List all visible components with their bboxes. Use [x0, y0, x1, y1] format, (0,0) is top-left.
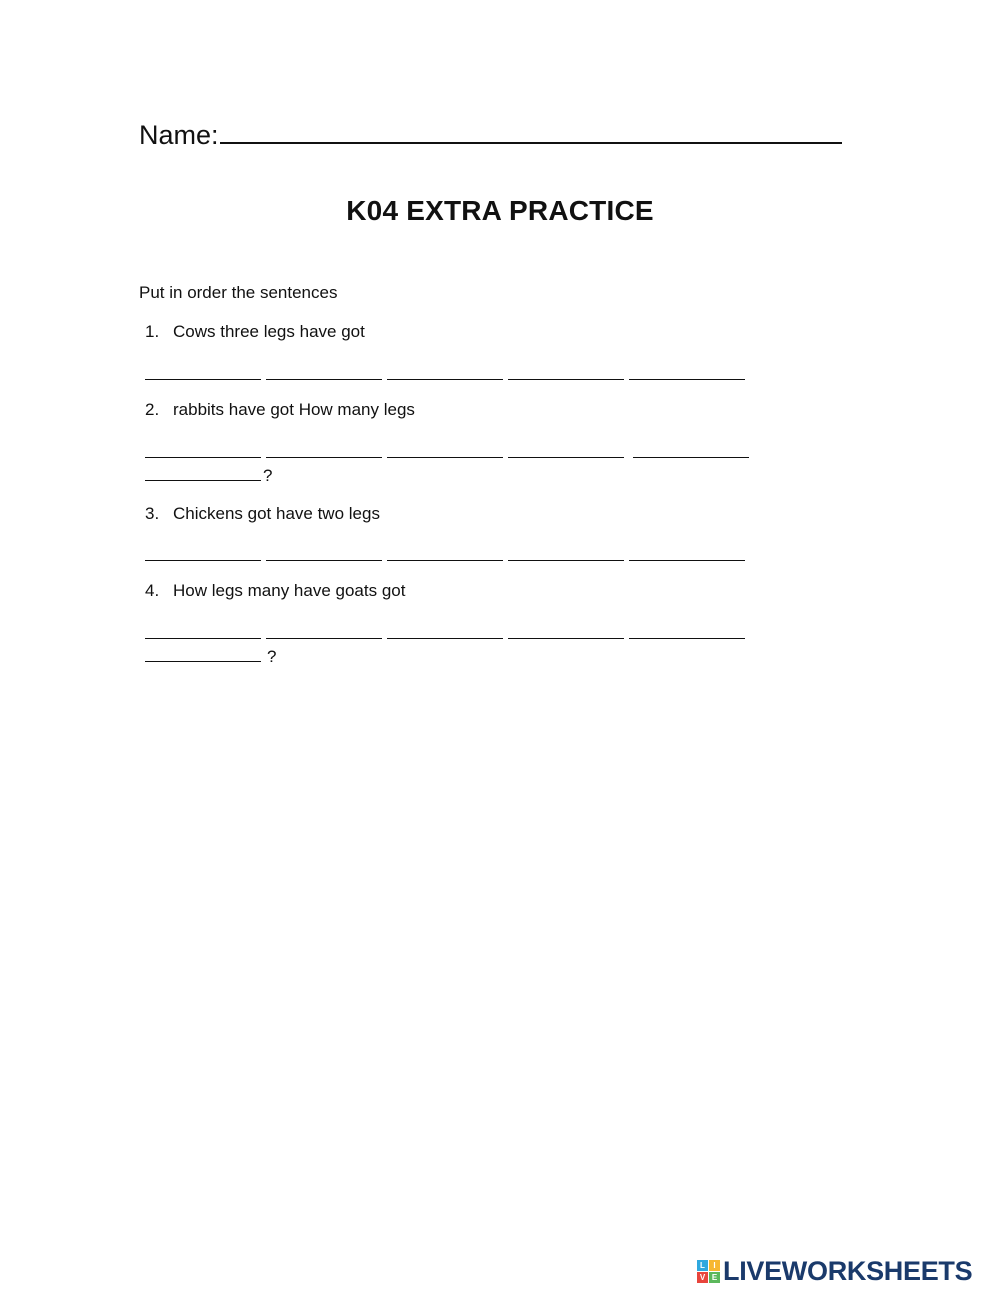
- answer-blank[interactable]: [387, 362, 503, 380]
- question-3: [145, 503, 380, 525]
- answer-line-4: [145, 621, 750, 645]
- question-number: 2.: [145, 400, 160, 419]
- answer-blank[interactable]: [633, 440, 749, 458]
- page-title: K04 EXTRA PRACTICE: [346, 195, 654, 226]
- answer-blank[interactable]: [629, 543, 745, 561]
- answer-blank[interactable]: [266, 362, 382, 380]
- question-1: [145, 321, 365, 343]
- logo-squares-icon: L I V E: [697, 1260, 720, 1283]
- question-text: Cows three legs have got: [173, 322, 365, 341]
- answer-line-2: [145, 440, 754, 464]
- question-4: [145, 580, 405, 602]
- answer-blank[interactable]: [145, 644, 261, 662]
- answer-line-3: [145, 543, 750, 567]
- answer-blank[interactable]: [387, 621, 503, 639]
- answer-blank[interactable]: [508, 362, 624, 380]
- answer-blank[interactable]: [266, 440, 382, 458]
- question-number: 1.: [145, 322, 160, 341]
- answer-blank[interactable]: [629, 362, 745, 380]
- answer-blank[interactable]: [145, 362, 261, 380]
- question-text: How legs many have goats got: [173, 581, 406, 600]
- answer-blank[interactable]: [629, 621, 745, 639]
- answer-line-1: [145, 362, 750, 386]
- answer-blank[interactable]: [145, 463, 261, 481]
- question-number: 3.: [145, 504, 160, 523]
- answer-blank[interactable]: [145, 543, 261, 561]
- question-text: Chickens got have two legs: [173, 504, 380, 523]
- name-label: Name:: [139, 120, 219, 150]
- answer-blank[interactable]: [508, 440, 624, 458]
- question-number: 4.: [145, 581, 160, 600]
- answer-blank[interactable]: [145, 440, 261, 458]
- question-2: [145, 399, 415, 421]
- name-input-line[interactable]: [220, 112, 842, 144]
- liveworksheets-logo: [697, 1256, 972, 1286]
- name-field-row: [139, 112, 842, 153]
- question-mark: ?: [267, 647, 277, 666]
- instruction-text: Put in order the sentences: [139, 283, 338, 302]
- answer-line-4b: [145, 644, 276, 668]
- answer-blank[interactable]: [508, 621, 624, 639]
- answer-blank[interactable]: [508, 543, 624, 561]
- answer-blank[interactable]: [266, 621, 382, 639]
- logo-text: LIVEWORKSHEETS: [723, 1256, 973, 1286]
- question-text: rabbits have got How many legs: [173, 400, 415, 419]
- answer-line-2b: [145, 463, 272, 487]
- question-mark: ?: [263, 466, 273, 485]
- answer-blank[interactable]: [266, 543, 382, 561]
- answer-blank[interactable]: [145, 621, 261, 639]
- answer-blank[interactable]: [387, 543, 503, 561]
- answer-blank[interactable]: [387, 440, 503, 458]
